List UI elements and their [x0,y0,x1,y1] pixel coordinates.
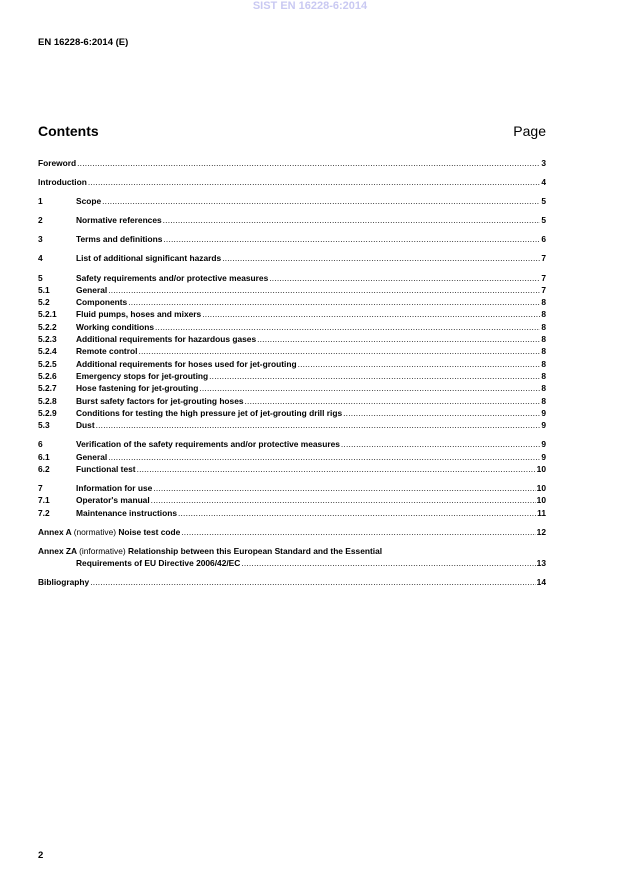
document-id-header: EN 16228-6:2014 (E) [38,37,129,48]
toc-entry-title: Additional requirements for hazardous gases [76,334,257,345]
toc-entry-page: 10 [536,463,546,474]
dot-leader [241,557,535,569]
toc-entry-number: 5.2.8 [38,395,57,406]
toc-entry[interactable] [38,333,546,345]
toc-entry-title: Terms and definitions [76,234,163,245]
annex-label: Annex A [38,526,72,537]
dot-leader [102,195,540,207]
toc-entry-number: 5.2.7 [38,383,57,394]
toc-entry-title: Scope [76,196,102,207]
toc-group [38,157,546,169]
dot-leader [163,233,540,245]
toc-entry-title [38,526,180,538]
toc-entry-page: 8 [541,383,546,394]
toc-entry-title: Remote control [76,346,138,357]
toc-entry-page: 8 [541,370,546,381]
toc-entry[interactable] [38,284,546,296]
toc-group [38,526,546,538]
dot-leader [181,526,535,538]
toc-entry-number: 5.2.6 [38,370,57,381]
toc-group [38,233,546,245]
toc-entry-page: 9 [541,407,546,418]
toc-entry-page: 12 [536,526,546,537]
toc-entry-page: 9 [541,451,546,462]
toc-entry-title: Introduction [38,177,87,188]
toc-entry[interactable] [38,407,546,419]
toc-entry[interactable] [38,526,546,538]
dot-leader [222,252,540,264]
toc-entry[interactable] [38,494,546,506]
annex-title: Relationship between this European Standard and the Essential [127,545,383,556]
toc-entry-title: Components [76,297,128,308]
toc-entry-page: 11 [537,507,546,518]
toc-entry-number: 6.2 [38,463,50,474]
dot-leader [178,507,536,519]
toc-entry[interactable] [38,157,546,169]
toc-entry-title: Operator's manual [76,495,150,506]
toc-entry-number: 5.3 [38,420,50,431]
dot-leader [341,438,540,450]
toc-entry-page: 10 [536,482,546,493]
toc-entry-page: 7 [541,284,546,295]
toc-entry-number: 4 [38,253,43,264]
toc-entry-number: 5.2.1 [38,309,57,320]
toc-group [38,176,546,188]
page-number: 2 [38,850,44,861]
toc-entry[interactable] [38,576,546,588]
toc-entry-page: 7 [541,272,546,283]
toc-entry-number: 7.2 [38,507,50,518]
toc-entry-page: 3 [541,158,546,168]
toc-entry-page: 9 [541,420,546,431]
dot-leader [108,451,540,463]
toc-entry-title [38,545,382,557]
toc-entry[interactable] [38,370,546,382]
toc-entry-page: 9 [541,439,546,450]
dot-leader [202,308,540,320]
toc-entry-number: 2 [38,215,43,226]
toc-entry-title: Hose fastening for jet-grouting [76,383,199,394]
toc-entry-page: 10 [536,495,546,506]
toc-entry[interactable] [38,272,546,284]
dot-leader [209,370,540,382]
toc-entry-number: 5.2.3 [38,334,57,345]
toc-entry-number: 7.1 [38,495,50,506]
toc-entry[interactable] [38,451,546,463]
toc-group [38,482,546,519]
toc-entry[interactable] [38,176,546,188]
toc-group [38,214,546,226]
toc-entry-number: 6.1 [38,451,50,462]
toc-entry-title: Additional requirements for hoses used for jet-grouting [76,358,297,369]
toc-entry-page: 14 [536,577,546,588]
dot-leader [155,321,540,333]
toc-entry-title: Burst safety factors for jet-grouting hoses [76,395,244,406]
toc-entry-page: 5 [541,196,546,207]
toc-entry-title: Fluid pumps, hoses and mixers [76,309,202,320]
toc-group [38,272,546,432]
toc-entry[interactable] [38,545,546,557]
toc-entry-number: 5.1 [38,284,50,295]
toc-entry-title: Dust [76,420,95,431]
annex-qualifier: (normative) [73,526,117,537]
dot-leader [128,296,540,308]
toc-group [38,252,546,264]
toc-entry[interactable] [38,233,546,245]
toc-entry[interactable] [38,358,546,370]
dot-leader [108,284,540,296]
toc-entry-number: 6 [38,439,43,450]
toc-entry-page: 8 [541,321,546,332]
toc-entry[interactable] [38,438,546,450]
dot-leader [153,482,535,494]
toc-entry[interactable] [38,345,546,357]
toc-entry-page: 8 [541,358,546,369]
dot-leader [138,345,540,357]
toc-entry[interactable] [38,214,546,226]
dot-leader [96,419,541,431]
toc-entry-title: General [76,284,108,295]
toc-group [38,195,546,207]
dot-leader [343,407,540,419]
toc-entry-title: Working conditions [76,321,155,332]
dot-leader [163,214,541,226]
toc-entry-title: General [76,451,108,462]
toc-entry-page: 6 [541,234,546,245]
dot-leader [245,395,541,407]
toc-entry-title: Information for use [76,482,153,493]
toc-entry-page: 8 [541,297,546,308]
toc-entry[interactable] [38,296,546,308]
toc-entry-title: Verification of the safety requirements and/or protective measures [76,439,340,450]
toc-entry-title: Normative references [76,215,162,226]
toc-entry-title: Foreword [38,158,77,168]
toc-entry-title: Requirements of EU Directive 2006/42/EC [76,557,241,568]
toc-entry-page: 13 [536,557,546,568]
toc-entry[interactable] [38,308,546,320]
toc-entry-title: Safety requirements and/or protective measures [76,272,269,283]
toc-entry-page: 4 [541,177,546,188]
toc-entry-number: 5 [38,272,43,283]
annex-title: Noise test code [118,526,181,537]
toc-entry-page: 8 [541,395,546,406]
dot-leader [298,358,541,370]
dot-leader [199,382,540,394]
dot-leader [88,176,540,188]
dot-leader [257,333,540,345]
dot-leader [269,272,540,284]
watermark: SIST EN 16228-6:2014 [252,0,368,12]
toc-entry-number: 5.2 [38,297,50,308]
contents-title: Contents [38,123,99,139]
toc-entry-title: List of additional significant hazards [76,253,222,264]
annex-label: Annex ZA [38,545,77,556]
toc-entry-page: 5 [541,215,546,226]
toc-entry-title: Functional test [76,463,136,474]
page-column-label: Page [513,123,546,139]
toc-entry-title: Conditions for testing the high pressure jet of jet-grouting drill rigs [76,407,343,418]
toc-entry[interactable] [38,395,546,407]
dot-leader [77,157,540,169]
toc-entry-page: 8 [541,346,546,357]
toc-entry-number: 5.2.9 [38,407,57,418]
toc-entry-page: 8 [541,309,546,320]
toc-entry[interactable] [38,419,546,431]
toc-entry-page: 8 [541,334,546,345]
annex-qualifier: (informative) [79,545,126,556]
toc-group [38,545,546,570]
toc-entry-title: Emergency stops for jet-grouting [76,370,209,381]
toc-entry-page: 7 [541,253,546,264]
toc-entry[interactable] [38,195,546,207]
toc-entry-number: 5.2.4 [38,346,57,357]
toc-entry-number: 3 [38,234,43,245]
toc-entry[interactable] [38,482,546,494]
toc-entry-number: 5.2.2 [38,321,57,332]
toc-entry[interactable] [38,507,546,519]
table-of-contents [38,157,546,595]
toc-entry-continuation[interactable] [38,557,546,569]
contents-heading [38,123,546,139]
toc-entry[interactable] [38,321,546,333]
dot-leader [90,576,535,588]
toc-entry-number: 1 [38,196,43,207]
toc-entry[interactable] [38,252,546,264]
toc-group [38,576,546,588]
toc-entry-number: 7 [38,482,43,493]
toc-entry[interactable] [38,382,546,394]
toc-entry-title: Maintenance instructions [76,507,177,518]
toc-entry-title: Bibliography [38,577,90,588]
toc-entry-number: 5.2.5 [38,358,57,369]
toc-entry[interactable] [38,463,546,475]
dot-leader [151,494,536,506]
toc-group [38,438,546,475]
dot-leader [137,463,536,475]
